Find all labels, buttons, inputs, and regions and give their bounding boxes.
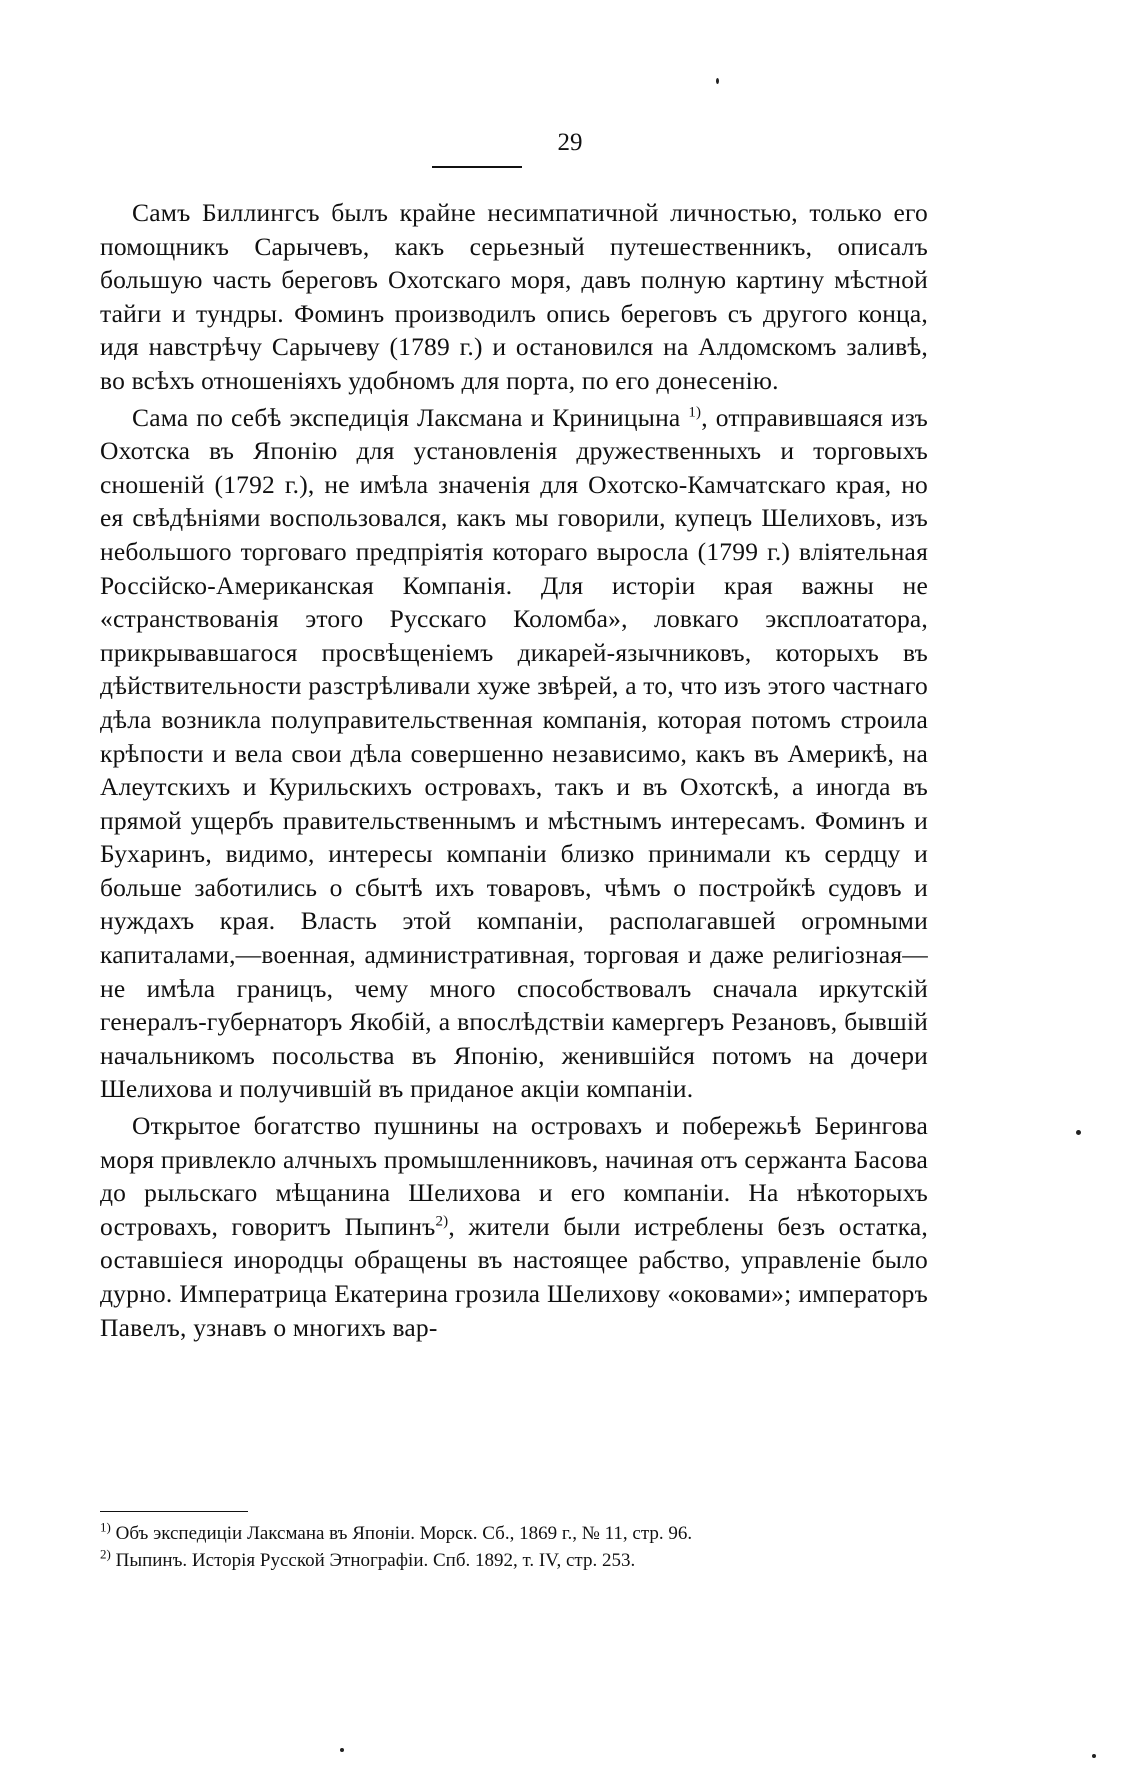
paragraph-text: Самъ Биллингсъ былъ крайне несимпатичной личностью, только его помощникъ Сарычевъ, какъ серьезный путешественникъ, описалъ большую часть береговъ Охотскаго моря, давъ полную картину мѣстной тайги и тундры. Фоминъ производилъ опись береговъ съ другого конца, идя навстрѣчу Сарычеву (1789 г.) и остановился на Алдомскомъ заливѣ, во всѣхъ отношеніяхъ удобномъ для порта, по его донесенію.	[100, 198, 928, 395]
page-number: 29	[557, 129, 583, 156]
paragraph	[100, 401, 928, 1106]
page-number-rule	[432, 166, 522, 168]
footnote-mark: 2)	[100, 1546, 111, 1562]
footnote-text: Пыпинъ. Исторія Русской Этнографіи. Спб. 1892, т. IV, стр. 253.	[110, 1550, 636, 1571]
footnote	[100, 1547, 928, 1574]
footnote	[100, 1520, 928, 1547]
scan-speck	[1092, 1754, 1096, 1758]
paragraph	[100, 196, 928, 398]
scan-speck	[716, 78, 719, 84]
body-text	[100, 196, 928, 1347]
scan-speck	[1076, 1130, 1081, 1135]
paragraph-text: Открытое богатство пушнины на островахъ и побережьѣ Берингова моря привлекло алчныхъ промышленниковъ, начиная отъ сержанта Басова до рыльскаго мѣщанина Шелихова и его компаніи. На нѣкоторыхъ островахъ, говоритъ Пыпинъ	[100, 1111, 928, 1241]
footnote-reference: 1)	[688, 404, 702, 421]
scan-speck	[340, 1748, 344, 1752]
paragraph-text: , отправившаяся изъ Охотска въ Японію для установленія дружественныхъ и торговыхъ сношеній (1792 г.), не имѣла значенія для Охотско-Камчатскаго края, но ея свѣдѣніями воспользовался, какъ мы говорили, купецъ Шелиховъ, изъ небольшого торговаго предпріятія котораго выросла (1799 г.) вліятельная Россійско-Американская Компанія. Для исторіи края важны не «странствованія этого Русскаго Коломба», ловкаго эксплоататора, прикрывавшагося просвѣщеніемъ дикарей-язычниковъ, которыхъ въ дѣйствительности разстрѣливали хуже звѣрей, а то, что изъ этого частнаго дѣла возникла полуправительственная компанія, которая потомъ строила крѣпости и вела свои дѣла совершенно независимо, какъ въ Америкѣ, на Алеутскихъ и Курильскихъ островахъ, такъ и въ Охотскѣ, а иногда въ прямой ущербъ правительственнымъ и мѣстнымъ интересамъ. Фоминъ и Бухаринъ, видимо, интересы компаніи близко принимали къ сердцу и больше заботились о сбытѣ ихъ товаровъ, чѣмъ о постройкѣ судовъ и нуждахъ края. Власть этой компаніи, располагавшей огромными капиталами,—военная, административная, торговая и даже религіозная—не имѣла границъ, чему много способствовалъ сначала иркутскій генералъ-губернаторъ Якобій, а впослѣдствіи камергеръ Резановъ, бывшій начальникомъ посольства въ Японію, женившійся потомъ на дочери Шелихова и получившій въ приданое акціи компаніи.	[100, 402, 929, 1104]
footnote-reference: 2)	[435, 1213, 449, 1230]
footnote-text: Объ экспедиціи Лаксмана въ Японіи. Морск. Сб., 1869 г., № 11, стр. 96.	[110, 1523, 693, 1544]
paragraph	[100, 1109, 928, 1344]
paragraph-text: Сама по себѣ экспедиція Лаксмана и Криницына	[132, 402, 689, 432]
footnote-separator	[100, 1511, 248, 1512]
footnotes	[100, 1520, 928, 1574]
paragraph-text: , жители были истреблены безъ остатка, оставшіеся инородцы обращены въ настоящее рабство, управленіе было дурно. Императрица Екатерина грозила Шелихову «оковами»; императоръ Павелъ, узнавъ о многихъ вар-	[100, 1211, 929, 1342]
footnote-mark: 1)	[100, 1519, 111, 1535]
